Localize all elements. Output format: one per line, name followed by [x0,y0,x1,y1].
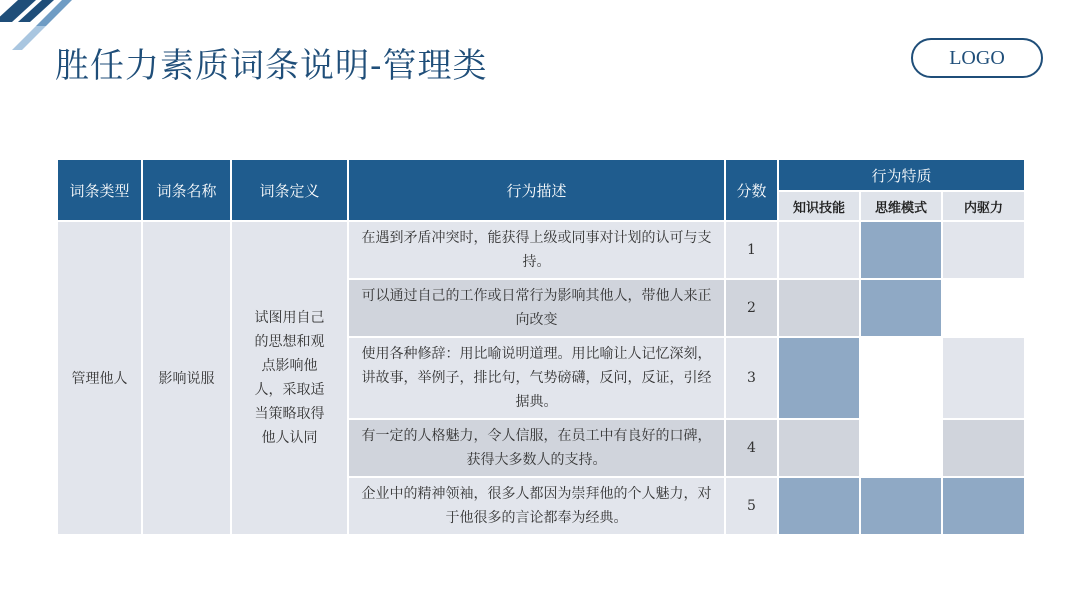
logo-placeholder: LOGO [911,38,1043,78]
type-cell: 管理他人 [57,221,142,535]
behavior-cell: 有一定的人格魅力，令人信服，在员工中有良好的口碑，获得大多数人的支持。 [348,419,725,477]
table-row [57,221,1025,279]
trait-knowledge-marker [778,477,860,535]
trait-knowledge-marker [778,337,860,419]
score-cell: 5 [725,477,778,535]
trait-thinking-marker [860,477,942,535]
competency-table [56,158,1024,536]
definition-cell: 试图用自己的思想和观点影响他人，采取适当策略取得他人认同 [231,221,348,535]
header-name: 词条名称 [142,159,231,221]
score-cell: 1 [725,221,778,279]
score-cell: 3 [725,337,778,419]
behavior-cell: 企业中的精神领袖，很多人都因为崇拜他的个人魅力，对于他很多的言论都奉为经典。 [348,477,725,535]
trait-drive-marker [942,221,1025,279]
trait-drive-marker [942,477,1025,535]
score-cell: 4 [725,419,778,477]
trait-drive-marker [942,279,1025,337]
name-cell: 影响说服 [142,221,231,535]
header-type: 词条类型 [57,159,142,221]
page-title: 胜任力素质词条说明-管理类 [55,46,488,86]
header-trait-knowledge: 知识技能 [778,191,860,221]
header-score: 分数 [725,159,778,221]
behavior-cell: 在遇到矛盾冲突时，能获得上级或同事对计划的认可与支持。 [348,221,725,279]
trait-drive-marker [942,419,1025,477]
behavior-cell: 可以通过自己的工作或日常行为影响其他人，带他人来正向改变 [348,279,725,337]
trait-knowledge-marker [778,221,860,279]
trait-drive-marker [942,337,1025,419]
trait-knowledge-marker [778,279,860,337]
trait-thinking-marker [860,279,942,337]
header-traits: 行为特质 [778,159,1025,191]
trait-thinking-marker [860,337,942,419]
header-trait-drive: 内驱力 [942,191,1025,221]
header-behavior: 行为描述 [348,159,725,221]
header-trait-thinking: 思维模式 [860,191,942,221]
header-definition: 词条定义 [231,159,348,221]
score-cell: 2 [725,279,778,337]
trait-knowledge-marker [778,419,860,477]
behavior-cell: 使用各种修辞：用比喻说明道理。用比喻让人记忆深刻，讲故事，举例子，排比句，气势磅礴，反问，反证，引经据典。 [348,337,725,419]
trait-thinking-marker [860,419,942,477]
trait-thinking-marker [860,221,942,279]
